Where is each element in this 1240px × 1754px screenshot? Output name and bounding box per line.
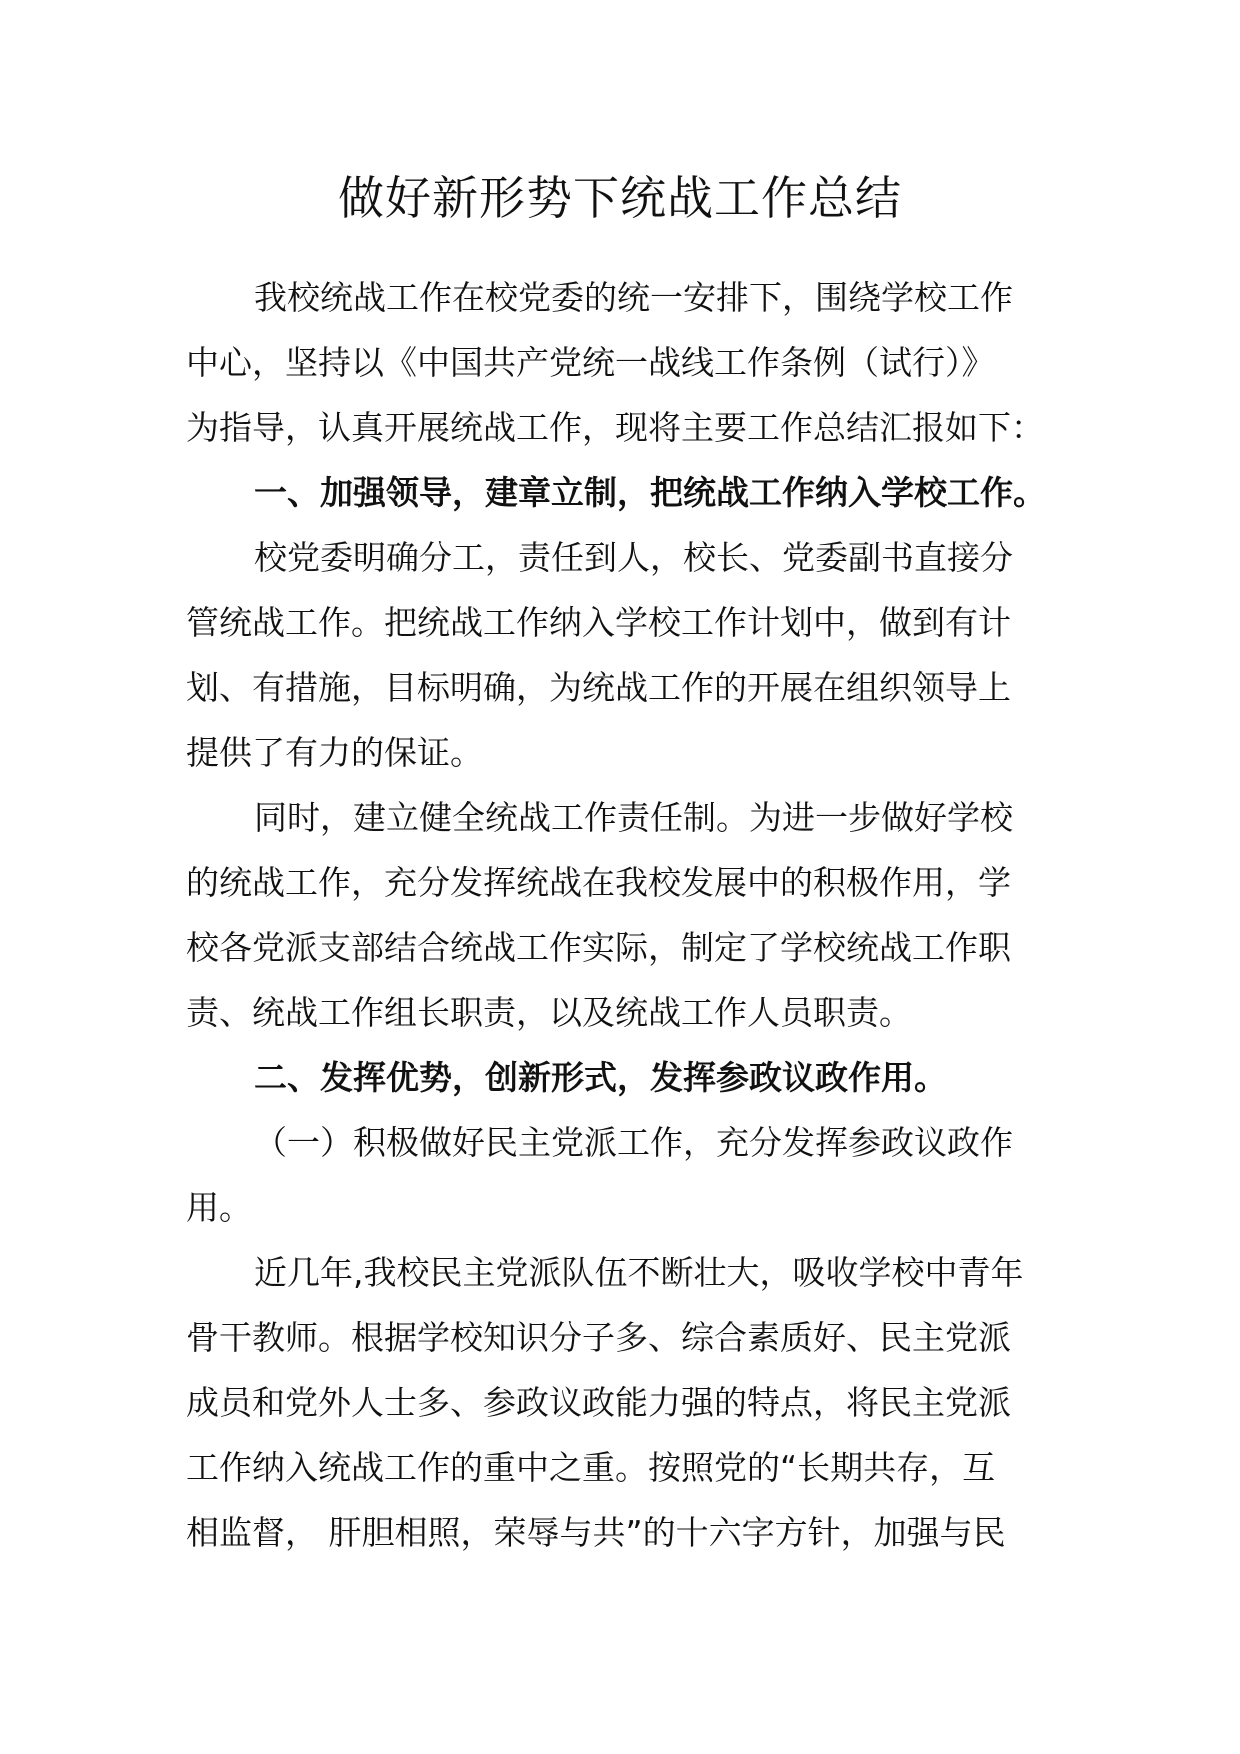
body-line: 划、有措施，目标明确，为统战工作的开展在组织领导上 xyxy=(186,668,1011,707)
body-line: 我校统战工作在校党委的统一安排下，围绕学校工作 xyxy=(254,278,1013,317)
body-line: 为指导，认真开展统战工作，现将主要工作总结汇报如下： xyxy=(186,408,1044,447)
body-line: 工作纳入统战工作的重中之重。按照党的“长期共存，互 xyxy=(186,1448,996,1487)
body-line: 近几年,我校民主党派队伍不断壮大，吸收学校中青年 xyxy=(254,1253,1024,1292)
body-line: 校党委明确分工，责任到人，校长、党委副书直接分 xyxy=(254,538,1013,577)
body-line: 骨干教师。根据学校知识分子多、综合素质好、民主党派 xyxy=(186,1318,1011,1357)
body-line: 相监督， 肝胆相照，荣辱与共”的十六字方针，加强与民 xyxy=(186,1513,1006,1552)
document-title: 做好新形势下统战工作总结 xyxy=(338,171,902,225)
body-line: 的统战工作，充分发挥统战在我校发展中的积极作用，学 xyxy=(186,863,1011,902)
body-line: 校各党派支部结合统战工作实际，制定了学校统战工作职 xyxy=(186,928,1011,967)
document-body xyxy=(186,265,1066,1565)
section-heading: 二、发挥优势，创新形式，发挥参政议政作用。 xyxy=(254,1058,947,1097)
body-line: 管统战工作。把统战工作纳入学校工作计划中，做到有计 xyxy=(186,603,1011,642)
body-line: 用。 xyxy=(186,1188,252,1227)
body-line: 责、统战工作组长职责，以及统战工作人员职责。 xyxy=(186,993,912,1032)
body-line: 同时，建立健全统战工作责任制。为进一步做好学校 xyxy=(254,798,1013,837)
subsection-heading: （一）积极做好民主党派工作，充分发挥参政议政作 xyxy=(254,1123,1013,1162)
body-line: 提供了有力的保证。 xyxy=(186,733,483,772)
section-heading: 一、加强领导，建章立制，把统战工作纳入学校工作。 xyxy=(254,473,1046,512)
body-line: 中心，坚持以《中国共产党统一战线工作条例（试行）》 xyxy=(186,343,995,382)
body-line: 成员和党外人士多、参政议政能力强的特点，将民主党派 xyxy=(186,1383,1011,1422)
